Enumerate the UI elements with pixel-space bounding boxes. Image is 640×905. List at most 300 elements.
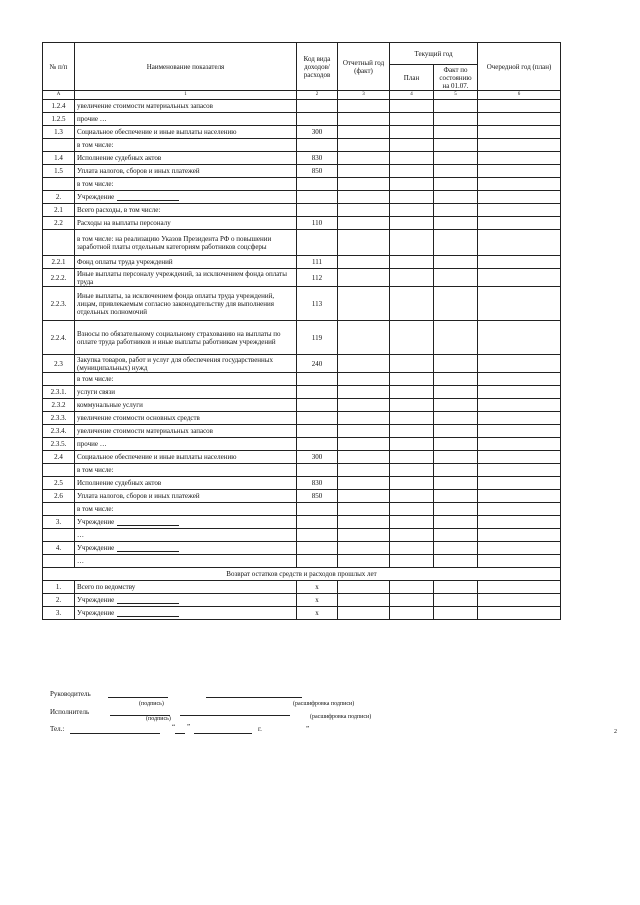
row-code-text: 110	[311, 219, 323, 227]
row-name-text: Исполнение судебных актов	[77, 479, 162, 487]
institution-name-blank[interactable]	[117, 596, 179, 604]
value-cell[interactable]	[434, 594, 478, 607]
value-cell[interactable]	[390, 425, 434, 438]
row-number-text: 2.3.1.	[50, 388, 67, 396]
value-cell[interactable]	[478, 230, 561, 256]
row-number	[43, 607, 75, 620]
value-cell[interactable]	[434, 126, 478, 139]
row-code-text: 112	[311, 273, 323, 282]
row-name	[75, 503, 297, 516]
row-number	[43, 217, 75, 230]
value-cell[interactable]	[338, 516, 390, 529]
row-name-text: Учреждение	[77, 518, 115, 526]
value-cell[interactable]	[434, 399, 478, 412]
row-code	[297, 477, 338, 490]
value-cell[interactable]	[478, 178, 561, 191]
row-code	[297, 594, 338, 607]
row-number	[43, 516, 75, 529]
value-cell[interactable]	[434, 191, 478, 204]
row-code	[297, 269, 338, 287]
table-row	[43, 490, 561, 503]
row-name-text: прочие …	[77, 115, 107, 123]
value-cell[interactable]	[434, 256, 478, 269]
row-code	[297, 451, 338, 464]
value-cell[interactable]	[338, 230, 390, 256]
value-cell[interactable]	[434, 516, 478, 529]
row-number-text: 2.6	[54, 492, 63, 500]
row-number-text: 2.4	[54, 453, 63, 461]
value-cell[interactable]	[338, 607, 390, 620]
table-row	[43, 386, 561, 399]
value-cell[interactable]	[478, 594, 561, 607]
value-cell[interactable]	[434, 503, 478, 516]
value-cell[interactable]	[390, 464, 434, 477]
value-cell[interactable]	[338, 321, 390, 355]
value-cell[interactable]	[338, 412, 390, 425]
value-cell[interactable]	[478, 451, 561, 464]
value-cell[interactable]	[434, 178, 478, 191]
row-code	[297, 425, 338, 438]
row-number	[43, 542, 75, 555]
head-signature-caption: (подпись)	[139, 701, 164, 707]
table-row	[43, 477, 561, 490]
value-cell[interactable]	[338, 438, 390, 451]
value-cell[interactable]	[478, 287, 561, 321]
value-cell[interactable]	[434, 542, 478, 555]
row-number	[43, 451, 75, 464]
row-name-text: в том числе:	[77, 505, 114, 513]
value-cell[interactable]	[434, 425, 478, 438]
header-name: Наименование показателя	[75, 43, 297, 91]
value-cell[interactable]	[434, 477, 478, 490]
table-row	[43, 438, 561, 451]
value-cell[interactable]	[390, 126, 434, 139]
row-code	[297, 217, 338, 230]
row-code-text: х	[315, 583, 319, 591]
row-name-text: …	[77, 557, 84, 565]
value-cell[interactable]	[478, 217, 561, 230]
value-cell[interactable]	[434, 165, 478, 178]
row-name	[75, 287, 297, 321]
value-cell[interactable]	[434, 386, 478, 399]
row-number	[43, 269, 75, 287]
value-cell[interactable]	[434, 139, 478, 152]
value-cell[interactable]	[390, 542, 434, 555]
row-number	[43, 503, 75, 516]
value-cell[interactable]	[478, 438, 561, 451]
row-number-text: 2.	[55, 596, 62, 604]
row-code	[297, 581, 338, 594]
value-cell[interactable]	[434, 100, 478, 113]
value-cell[interactable]	[478, 399, 561, 412]
row-number	[43, 126, 75, 139]
head-signature-line[interactable]	[108, 697, 168, 698]
row-code	[297, 126, 338, 139]
row-number	[43, 477, 75, 490]
value-cell[interactable]	[390, 355, 434, 373]
value-cell[interactable]	[434, 464, 478, 477]
row-name-text: Всего по ведомству	[77, 583, 136, 591]
row-name	[75, 126, 297, 139]
value-cell[interactable]	[338, 355, 390, 373]
value-cell[interactable]	[434, 230, 478, 256]
value-cell[interactable]	[338, 152, 390, 165]
row-number-text: 1.2.5	[51, 115, 66, 123]
value-cell[interactable]	[478, 464, 561, 477]
row-name-text: Иные выплаты персоналу учреждений, за исключением фонда оплаты труда	[77, 269, 287, 286]
date-day-line[interactable]	[175, 733, 185, 734]
value-cell[interactable]	[390, 269, 434, 287]
row-name-text: Исполнение судебных актов	[77, 154, 162, 162]
value-cell[interactable]	[338, 100, 390, 113]
value-cell[interactable]	[390, 178, 434, 191]
value-cell[interactable]	[478, 542, 561, 555]
value-cell[interactable]	[390, 256, 434, 269]
row-name	[75, 113, 297, 126]
value-cell[interactable]	[338, 217, 390, 230]
value-cell[interactable]	[434, 451, 478, 464]
row-code	[297, 438, 338, 451]
value-cell[interactable]	[390, 607, 434, 620]
row-code	[297, 256, 338, 269]
executor-decode-caption: (расшифровка подписи)	[310, 714, 372, 720]
row-number-text: 1.	[55, 583, 62, 591]
row-name-text: Расходы на выплаты персоналу	[77, 219, 171, 227]
value-cell[interactable]	[390, 113, 434, 126]
row-code	[297, 191, 338, 204]
value-cell[interactable]	[390, 230, 434, 256]
table-row	[43, 204, 561, 217]
index-cell: 1	[75, 91, 297, 100]
row-number	[43, 464, 75, 477]
value-cell[interactable]	[478, 529, 561, 542]
row-number	[43, 191, 75, 204]
row-number	[43, 256, 75, 269]
value-cell[interactable]	[390, 152, 434, 165]
row-number	[43, 438, 75, 451]
value-cell[interactable]	[478, 321, 561, 355]
row-code	[297, 373, 338, 386]
row-number	[43, 490, 75, 503]
value-cell[interactable]	[338, 464, 390, 477]
value-cell[interactable]	[390, 191, 434, 204]
value-cell[interactable]	[478, 490, 561, 503]
value-cell[interactable]	[338, 256, 390, 269]
value-cell[interactable]	[338, 287, 390, 321]
value-cell[interactable]	[390, 529, 434, 542]
value-cell[interactable]	[478, 581, 561, 594]
row-code-text: х	[315, 609, 319, 617]
value-cell[interactable]	[434, 287, 478, 321]
row-code-text: 300	[311, 128, 323, 136]
value-cell[interactable]	[390, 516, 434, 529]
value-cell[interactable]	[478, 165, 561, 178]
row-name-text: Уплата налогов, сборов и иных платежей	[77, 492, 200, 500]
date-month-line[interactable]	[194, 733, 252, 734]
table-row	[43, 191, 561, 204]
row-name	[75, 438, 297, 451]
value-cell[interactable]	[478, 269, 561, 287]
header-num: № п/п	[43, 43, 75, 91]
value-cell[interactable]	[434, 490, 478, 503]
row-name	[75, 490, 297, 503]
table-row	[43, 542, 561, 555]
row-name	[75, 204, 297, 217]
value-cell[interactable]	[434, 204, 478, 217]
institution-name-blank[interactable]	[117, 609, 179, 617]
row-name	[75, 425, 297, 438]
value-cell[interactable]	[390, 321, 434, 355]
row-name-text: коммунальные услуги	[77, 401, 143, 409]
value-cell[interactable]	[338, 165, 390, 178]
row-name	[75, 178, 297, 191]
value-cell[interactable]	[390, 386, 434, 399]
row-code	[297, 464, 338, 477]
row-number-text: 4.	[55, 544, 62, 552]
row-name-text: Учреждение	[77, 544, 115, 552]
value-cell[interactable]	[390, 217, 434, 230]
row-code	[297, 321, 338, 355]
phone-label: Тел.:	[50, 725, 65, 733]
value-cell[interactable]	[478, 152, 561, 165]
value-cell[interactable]	[478, 425, 561, 438]
row-number-text: 2.	[55, 193, 62, 201]
phone-line[interactable]	[70, 733, 160, 734]
table-row	[43, 139, 561, 152]
row-number-text: 2.2.1	[51, 258, 66, 266]
header-current-year: Текущий год	[390, 43, 478, 65]
row-number	[43, 287, 75, 321]
value-cell[interactable]	[434, 217, 478, 230]
value-cell[interactable]	[478, 412, 561, 425]
row-number	[43, 386, 75, 399]
row-number-text: 2.3.2	[51, 401, 66, 409]
executor-signature-caption: (подпись)	[146, 716, 171, 722]
institution-name-blank[interactable]	[117, 518, 179, 526]
row-name-text: Учреждение	[77, 609, 115, 617]
value-cell[interactable]	[338, 178, 390, 191]
index-cell: 3	[338, 91, 390, 100]
row-number-text: 1.5	[54, 167, 63, 175]
row-name	[75, 399, 297, 412]
value-cell[interactable]	[434, 113, 478, 126]
row-name-text: прочие …	[77, 440, 107, 448]
value-cell[interactable]	[478, 139, 561, 152]
row-number	[43, 355, 75, 373]
table-row	[43, 152, 561, 165]
row-code	[297, 542, 338, 555]
row-code	[297, 165, 338, 178]
value-cell[interactable]	[434, 152, 478, 165]
value-cell[interactable]	[434, 412, 478, 425]
row-name-text: Фонд оплаты труда учреждений	[77, 258, 173, 266]
value-cell[interactable]	[478, 516, 561, 529]
row-name	[75, 594, 297, 607]
value-cell[interactable]	[338, 204, 390, 217]
table-body	[43, 100, 561, 568]
value-cell[interactable]	[434, 373, 478, 386]
value-cell[interactable]	[478, 477, 561, 490]
table-row	[43, 165, 561, 178]
value-cell[interactable]	[478, 204, 561, 217]
row-code	[297, 555, 338, 568]
row-number	[43, 113, 75, 126]
row-code-text: 850	[311, 167, 323, 175]
date-quote-close: ”	[187, 723, 191, 731]
value-cell[interactable]	[338, 386, 390, 399]
value-cell[interactable]	[478, 355, 561, 373]
table-row	[43, 287, 561, 321]
value-cell[interactable]	[338, 503, 390, 516]
row-number-text: 1.4	[54, 154, 63, 162]
value-cell[interactable]	[390, 555, 434, 568]
row-name	[75, 529, 297, 542]
value-cell[interactable]	[390, 165, 434, 178]
value-cell[interactable]	[390, 490, 434, 503]
value-cell[interactable]	[390, 477, 434, 490]
executor-signature-line[interactable]	[180, 715, 290, 716]
head-decode-line[interactable]	[206, 697, 302, 698]
year-suffix: г.	[258, 725, 262, 733]
row-name	[75, 607, 297, 620]
table-row	[43, 230, 561, 256]
value-cell[interactable]	[390, 139, 434, 152]
value-cell[interactable]	[338, 113, 390, 126]
value-cell[interactable]	[390, 503, 434, 516]
row-code-text: 300	[311, 453, 323, 461]
row-number-text: 2.2.4.	[50, 333, 67, 342]
value-cell[interactable]	[434, 555, 478, 568]
return-body	[43, 568, 561, 620]
table-row	[43, 373, 561, 386]
value-cell[interactable]	[390, 204, 434, 217]
table-row	[43, 451, 561, 464]
value-cell[interactable]	[390, 412, 434, 425]
row-number	[43, 425, 75, 438]
head-label: Руководитель	[50, 690, 91, 698]
value-cell[interactable]	[478, 100, 561, 113]
value-cell[interactable]	[478, 555, 561, 568]
value-cell[interactable]	[390, 451, 434, 464]
row-name	[75, 477, 297, 490]
row-number-text: 2.2.2.	[50, 273, 67, 282]
header-fact: Факт по состоянию на 01.07.	[434, 65, 478, 91]
row-number-text: 3.	[55, 518, 62, 526]
row-code-text: 111	[312, 258, 322, 266]
value-cell[interactable]	[478, 256, 561, 269]
row-code-text: 830	[311, 154, 323, 162]
table-row	[43, 113, 561, 126]
row-name-text: Всего расходы, в том числе:	[77, 206, 161, 214]
row-number	[43, 230, 75, 256]
value-cell[interactable]	[338, 594, 390, 607]
row-name-text: в том числе:	[77, 466, 114, 474]
row-number	[43, 594, 75, 607]
value-cell[interactable]	[338, 269, 390, 287]
row-number-text: 1.2.4	[51, 102, 66, 110]
value-cell[interactable]	[338, 581, 390, 594]
row-code-text: 119	[311, 333, 323, 342]
value-cell[interactable]	[478, 503, 561, 516]
row-code	[297, 412, 338, 425]
value-cell[interactable]	[338, 529, 390, 542]
value-cell[interactable]	[338, 477, 390, 490]
index-cell: 4	[390, 91, 434, 100]
table-row	[43, 217, 561, 230]
header-next-year: Очередной год (план)	[478, 43, 561, 91]
row-number-text: 2.2	[54, 219, 63, 227]
value-cell[interactable]	[390, 581, 434, 594]
row-code	[297, 100, 338, 113]
value-cell[interactable]	[434, 321, 478, 355]
value-cell[interactable]	[478, 191, 561, 204]
value-cell[interactable]	[478, 373, 561, 386]
row-name-text: Социальное обеспечение и иные выплаты населению	[77, 128, 237, 136]
value-cell[interactable]	[434, 607, 478, 620]
row-code-text: х	[315, 596, 319, 604]
row-code	[297, 152, 338, 165]
row-name-text: в том числе:	[77, 141, 114, 149]
row-number	[43, 100, 75, 113]
value-cell[interactable]	[390, 399, 434, 412]
value-cell[interactable]	[338, 373, 390, 386]
table-row	[43, 581, 561, 594]
row-name	[75, 451, 297, 464]
row-name-text: в том числе:	[77, 375, 114, 383]
value-cell[interactable]	[390, 438, 434, 451]
value-cell[interactable]	[338, 555, 390, 568]
table-row	[43, 516, 561, 529]
value-cell[interactable]	[338, 542, 390, 555]
value-cell[interactable]	[478, 386, 561, 399]
table-row	[43, 594, 561, 607]
value-cell[interactable]	[338, 451, 390, 464]
value-cell[interactable]	[478, 126, 561, 139]
table-row	[43, 464, 561, 477]
institution-name-blank[interactable]	[117, 544, 179, 552]
institution-name-blank[interactable]	[117, 193, 179, 201]
value-cell[interactable]	[434, 581, 478, 594]
value-cell[interactable]	[434, 269, 478, 287]
date-quote-open: “	[172, 723, 176, 731]
row-name-text: увеличение стоимости материальных запасов	[77, 427, 213, 435]
value-cell[interactable]	[338, 490, 390, 503]
row-name	[75, 256, 297, 269]
value-cell[interactable]	[390, 373, 434, 386]
value-cell[interactable]	[338, 399, 390, 412]
value-cell[interactable]	[434, 529, 478, 542]
value-cell[interactable]	[478, 607, 561, 620]
row-name-text: в том числе:	[77, 180, 114, 188]
value-cell[interactable]	[338, 191, 390, 204]
head-decode-caption: (расшифровка подписи)	[293, 701, 355, 707]
value-cell[interactable]	[390, 594, 434, 607]
value-cell[interactable]	[338, 126, 390, 139]
value-cell[interactable]	[390, 287, 434, 321]
value-cell[interactable]	[338, 425, 390, 438]
index-cell: А	[43, 91, 75, 100]
index-cell: 6	[478, 91, 561, 100]
index-cell: 5	[434, 91, 478, 100]
value-cell[interactable]	[434, 438, 478, 451]
value-cell[interactable]	[478, 113, 561, 126]
value-cell[interactable]	[390, 100, 434, 113]
row-code	[297, 139, 338, 152]
row-number	[43, 139, 75, 152]
value-cell[interactable]	[434, 355, 478, 373]
value-cell[interactable]	[338, 139, 390, 152]
row-code	[297, 399, 338, 412]
